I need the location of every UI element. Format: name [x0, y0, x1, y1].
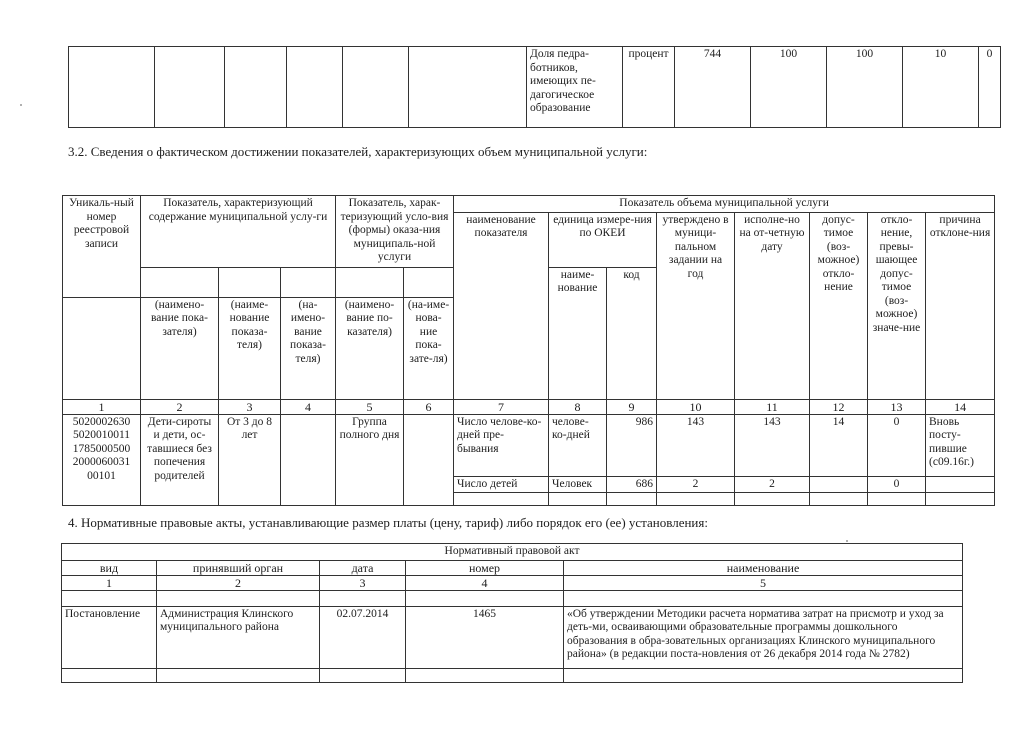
column-number: 8: [549, 399, 607, 414]
act-number-cell: 1465: [406, 606, 564, 668]
content-value-1-cell: Дети-сироты и дети, ос-тавшиеся без попечения родителей: [141, 414, 219, 506]
table-row: [63, 414, 995, 476]
date-header: дата: [320, 560, 406, 575]
unit-name-header: наиме-нование: [549, 267, 607, 399]
scan-speck: [20, 104, 22, 106]
volume-indicator-header: Показатель объема муниципальной услуги: [454, 196, 995, 213]
act-issuer-cell: Администрация Клинского муниципального района: [157, 606, 320, 668]
legal-acts-empty-row: [62, 668, 963, 682]
column-number: 2: [141, 399, 219, 414]
condition-value-1-cell: Группа полного дня: [336, 414, 404, 506]
name-subheader-2: (наиме-нование показа-теля): [219, 297, 281, 399]
allowed-deviation-header: допус-тимое (воз-можное) откло-нение: [810, 212, 868, 399]
act-date-cell: 02.07.2014: [320, 606, 406, 668]
type-header: вид: [62, 560, 157, 575]
column-number: 5: [564, 575, 963, 590]
column-number: 12: [810, 399, 868, 414]
name-subheader-1: (наимено-вание пока-зателя): [141, 297, 219, 399]
volume-indicators-table: [62, 195, 995, 506]
deviation-exceeding-header: откло-нение, превы-шающее допус-тимое (воз-можное) значе-ние: [868, 212, 926, 399]
column-number: 2: [157, 575, 320, 590]
column-number: 13: [868, 399, 926, 414]
name-subheader-6: (на-име-нова-ние пока-зате-ля): [404, 297, 454, 399]
column-number: 3: [219, 399, 281, 414]
deviation-cell: 0: [979, 47, 1001, 128]
unit-code-cell: 986: [607, 414, 657, 476]
column-number: 3: [320, 575, 406, 590]
conditions-indicator-header: Показатель, харак-теризующий усло-вия (формы) оказа-ния муниципаль-ной услуги: [336, 196, 454, 268]
section-3-2-title: 3.2. Сведения о фактическом достижении показателей, характеризующих объем муниципальной услуги:: [68, 144, 648, 159]
allowed-deviation-cell: 10: [903, 47, 979, 128]
column-number: 9: [607, 399, 657, 414]
column-number: 11: [735, 399, 810, 414]
issuer-header: принявший орган: [157, 560, 320, 575]
legal-acts-header-row: [62, 560, 963, 575]
legal-acts-title-row: [62, 544, 963, 561]
deviation-reason-header: причина отклоне-ния: [926, 212, 995, 399]
table-row: [62, 606, 963, 668]
section-4-title: 4. Нормативные правовые акты, устанавливающие размер платы (цену, тариф) либо порядок его (ее) установления:: [68, 515, 708, 530]
legal-act-title: Нормативный правовой акт: [62, 544, 963, 561]
deviation-reason-cell: Вновь посту-пившие (с09.16г.): [926, 414, 995, 476]
unit-code-header: код: [607, 267, 657, 399]
registry-number-cell: 5020002630 5020010011 1785000500 2000060031 00101: [63, 414, 141, 506]
act-type-cell: Постановление: [62, 606, 157, 668]
deviation-cell: 0: [868, 476, 926, 493]
code-cell: 744: [675, 47, 751, 128]
column-number: 4: [281, 399, 336, 414]
executed-cell: 143: [735, 414, 810, 476]
indicator-name-cell: Число детей: [454, 476, 549, 493]
approved-cell: 143: [657, 414, 735, 476]
deviation-cell: 0: [868, 414, 926, 476]
executed-cell: 100: [827, 47, 903, 128]
executed-header: исполне-но на от-четную дату: [735, 212, 810, 399]
unit-name-cell: челове-ко-дней: [549, 414, 607, 476]
approved-header: утверждено в муници-пальном задании на год: [657, 212, 735, 399]
unit-name-cell: Человек: [549, 476, 607, 493]
name-subheader-3: (на-имено-вание показа-теля): [281, 297, 336, 399]
approved-cell: 2: [657, 476, 735, 493]
legal-acts-table: [61, 543, 963, 683]
name-subheader-5: (наимено-вание по-казателя): [336, 297, 404, 399]
allowed-deviation-cell: [810, 476, 868, 493]
allowed-deviation-cell: 14: [810, 414, 868, 476]
unique-number-header: Уникаль-ный номер реестровой записи: [63, 196, 141, 298]
indicator-name-header: наименование показателя: [454, 212, 549, 399]
content-value-2-cell: От 3 до 8 лет: [219, 414, 281, 506]
previous-quality-table: [68, 46, 1001, 128]
number-header: номер: [406, 560, 564, 575]
approved-cell: 100: [751, 47, 827, 128]
unit-cell: процент: [623, 47, 675, 128]
deviation-reason-cell: [926, 476, 995, 493]
content-indicator-header: Показатель, характеризующий содержание муниципальной услу-ги: [141, 196, 336, 268]
column-number: 7: [454, 399, 549, 414]
column-number: 4: [406, 575, 564, 590]
act-name-cell: «Об утверждении Методики расчета норматива затрат на присмотр и уход за деть-ми, осваивающими образовательные программы дошкольного образования в обра-зовательных организациях Клинского муниципального района» (в редакции поста-новления от 26 декабря 2014 года № 2782): [564, 606, 963, 668]
name-header: наименование: [564, 560, 963, 575]
scan-speck: [846, 540, 848, 542]
column-number: 1: [63, 399, 141, 414]
indicator-name-cell: Число челове-ко-дней пре-бывания: [454, 414, 549, 476]
indicator-name-cell: Доля педра-ботников, имеющих пе-дагогическое образование: [527, 47, 623, 128]
column-number: 10: [657, 399, 735, 414]
column-number: 14: [926, 399, 995, 414]
column-number: 1: [62, 575, 157, 590]
column-number: 6: [404, 399, 454, 414]
column-number: 5: [336, 399, 404, 414]
quality-row: [69, 47, 1001, 128]
executed-cell: 2: [735, 476, 810, 493]
unit-code-cell: 686: [607, 476, 657, 493]
unit-okei-header: единица измере-ния по ОКЕИ: [549, 212, 657, 267]
column-numbers-row: [63, 399, 995, 414]
legal-acts-numbers-row: [62, 575, 963, 590]
legal-acts-empty-row: [62, 590, 963, 606]
header-row-1: [63, 196, 995, 213]
